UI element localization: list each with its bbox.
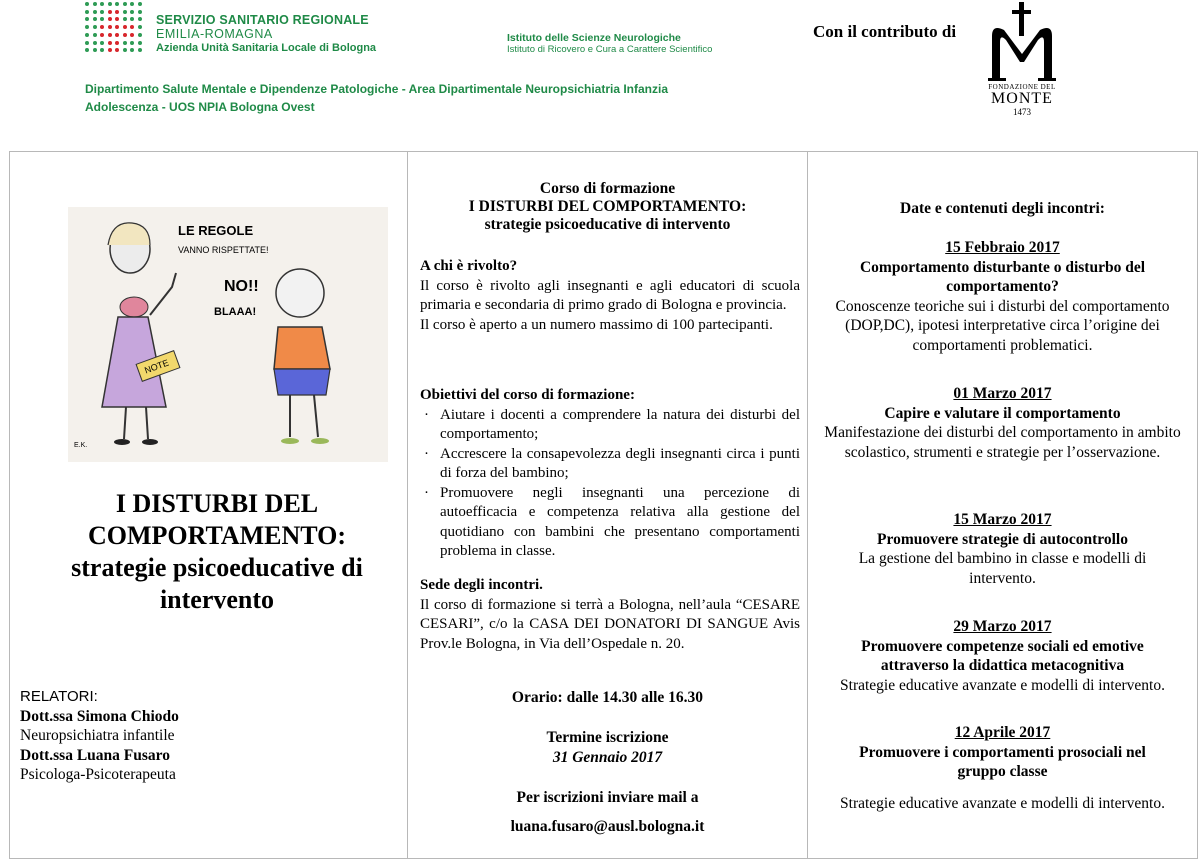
- logo-dot: [93, 17, 97, 21]
- logo-dot: [85, 25, 89, 29]
- logo-dot: [130, 2, 134, 6]
- logo-dot: [138, 48, 142, 52]
- schedule-text: Orario: dalle 14.30 alle 16.30: [511, 689, 704, 706]
- course-heading-line: Corso di formazione: [539, 180, 676, 197]
- child-speech-2: BLAAA!: [214, 306, 257, 318]
- logo-dot: [130, 10, 134, 14]
- course-heading-line: strategie psicoeducative di intervento: [484, 216, 731, 233]
- page-header: [0, 0, 1200, 150]
- logo-dot: [85, 10, 89, 14]
- event-date: 12 Aprile 2017: [954, 724, 1051, 741]
- logo-dot: [85, 2, 89, 6]
- deadline-section: [408, 728, 807, 767]
- event-date: 01 Marzo 2017: [953, 385, 1052, 402]
- course-heading-line: I DISTURBI DEL COMPORTAMENTO:: [468, 198, 747, 215]
- logo-dot: [93, 25, 97, 29]
- logo-dot: [100, 17, 104, 21]
- logo-dot: [138, 2, 142, 6]
- audience-section: [420, 257, 800, 335]
- ssr-line1: SERVIZIO SANITARIO REGIONALE: [156, 13, 369, 27]
- logo-dot: [130, 41, 134, 45]
- title-line: strategie psicoeducative di: [71, 553, 363, 582]
- logo-dot: [115, 25, 119, 29]
- venue-text: Il corso di formazione si terrà a Bologna, nell’aula “CESARE CESARI”, c/o la CASA DEI DONATORI DI SANGUE Avis Prov.le Bologna, in Via dell’Ospedale n. 20.: [420, 596, 800, 652]
- left-column: [10, 152, 407, 858]
- logo-dot: [123, 2, 127, 6]
- logo-dot: [108, 33, 112, 37]
- logo-dot: [85, 48, 89, 52]
- monte-name-text: MONTE: [991, 90, 1053, 107]
- logo-dot: [93, 10, 97, 14]
- logo-dot: [85, 33, 89, 37]
- course-heading: [408, 180, 807, 234]
- logo-dot: [130, 33, 134, 37]
- logo-dot: [123, 10, 127, 14]
- objective-text: Promuovere negli insegnanti una percezione di autoefficacia e competenza relativa alla gestione del quotidiano con bambini che presentano comportamenti problema in classe.: [440, 484, 800, 559]
- logo-dot: [93, 48, 97, 52]
- objectives-title: Obiettivi del corso di formazione:: [420, 387, 635, 403]
- event-title: Promuovere competenze sociali ed emotive attraverso la didattica metacognitiva: [861, 637, 1144, 674]
- logo-dot: [100, 48, 104, 52]
- logo-dot: [108, 10, 112, 14]
- speaker-name: Dott.ssa Simona Chiodo: [20, 707, 179, 725]
- illustration-signature: E.K.: [74, 442, 88, 449]
- logo-dot: [138, 25, 142, 29]
- isn-logo-text: [507, 32, 712, 56]
- deadline-title: Termine iscrizione: [546, 729, 669, 746]
- audience-text: Il corso è rivolto agli insegnanti e agli educatori di scuola primaria e secondaria di primo grado di Bologna e provincia.: [420, 277, 800, 313]
- event-item: [808, 384, 1197, 462]
- event-desc: Conoscenze teoriche sui i disturbi del comportamento (DOP,DC), ipotesi interpretative circa l’origine dei comportamenti problematici.: [835, 297, 1170, 354]
- logo-dot: [100, 25, 104, 29]
- monte-emblem-icon: [986, 0, 1058, 82]
- registration-email[interactable]: luana.fusaro@ausl.bologna.it: [510, 818, 705, 835]
- department-text: [85, 80, 668, 116]
- logo-dot: [130, 25, 134, 29]
- logo-dot: [123, 41, 127, 45]
- speaker-role: Psicologa-Psicoterapeuta: [20, 766, 176, 783]
- logo-dot: [130, 17, 134, 21]
- schedule-heading: Date e contenuti degli incontri:: [900, 200, 1105, 217]
- logo-dot: [115, 2, 119, 6]
- isn-line1: Istituto delle Scienze Neurologiche: [507, 32, 681, 44]
- fondazione-monte-logo: [982, 0, 1062, 125]
- teacher-speech-1: LE REGOLE: [178, 223, 254, 238]
- course-title: [32, 488, 402, 616]
- logo-dot: [115, 48, 119, 52]
- logo-dot: [123, 25, 127, 29]
- capacity-text: Il corso è aperto a un numero massimo di 100 partecipanti.: [420, 316, 773, 333]
- logo-dot: [138, 33, 142, 37]
- objective-item: [420, 445, 800, 484]
- monte-year-text: 1473: [1013, 107, 1031, 117]
- dept-line1: Dipartimento Salute Mentale e Dipendenze Patologiche - Area Dipartimentale Neuropsichiatria Infanzia: [85, 82, 669, 96]
- venue-title: Sede degli incontri.: [420, 577, 543, 593]
- event-item: [808, 238, 1197, 355]
- flyer-table: [9, 151, 1198, 859]
- logo-dot: [93, 2, 97, 6]
- logo-dot: [123, 17, 127, 21]
- logo-dot: [108, 2, 112, 6]
- event-desc: La gestione del bambino in classe e modelli di intervento.: [858, 550, 1147, 587]
- ausl-logo-text: [156, 13, 376, 55]
- logo-dot: [100, 41, 104, 45]
- teacher-child-illustration: [68, 207, 388, 462]
- logo-dot: [108, 48, 112, 52]
- title-line: I DISTURBI DEL: [115, 489, 319, 518]
- logo-dot: [100, 10, 104, 14]
- child-speech-1: NO!!: [224, 278, 259, 295]
- event-title: Comportamento disturbante o disturbo del comportamento?: [859, 258, 1146, 295]
- logo-dot: [108, 41, 112, 45]
- logo-dot: [138, 41, 142, 45]
- event-date: 15 Febbraio 2017: [945, 239, 1060, 256]
- isn-line2: Istituto di Ricovero e Cura a Carattere Scientifico: [507, 44, 713, 55]
- event-desc: Strategie educative avanzate e modelli di intervento.: [840, 676, 1165, 694]
- logo-dot: [93, 33, 97, 37]
- deadline-date: 31 Gennaio 2017: [552, 748, 663, 766]
- logo-dot: [123, 48, 127, 52]
- objective-text: Accrescere la consapevolezza degli insegnanti circa i punti di forza del bambino;: [440, 445, 800, 481]
- ssr-line3: Azienda Unità Sanitaria Locale di Bologna: [156, 42, 377, 54]
- bullet-icon: ·: [424, 484, 429, 501]
- logo-dot: [115, 10, 119, 14]
- teacher-speech-2: VANNO RISPETTATE!: [178, 245, 269, 255]
- objective-text: Aiutare i docenti a comprendere la natura dei disturbi del comportamento;: [440, 406, 800, 442]
- logo-dot: [108, 17, 112, 21]
- logo-dot: [100, 2, 104, 6]
- logo-dot: [85, 17, 89, 21]
- event-date: 29 Marzo 2017: [953, 618, 1052, 635]
- logo-dot: [130, 48, 134, 52]
- event-item: [808, 723, 1197, 813]
- logo-dot: [85, 41, 89, 45]
- logo-dot: [100, 33, 104, 37]
- registration-title: Per iscrizioni inviare mail a: [516, 789, 699, 806]
- event-title: Promuovere strategie di autocontrollo: [877, 530, 1128, 548]
- event-date: 15 Marzo 2017: [953, 511, 1052, 528]
- event-desc: Manifestazione dei disturbi del comportamento in ambito scolastico, strumenti e strategie per l’osservazione.: [824, 424, 1181, 461]
- registration-section: [408, 788, 807, 808]
- event-title: Capire e valutare il comportamento: [884, 404, 1121, 422]
- logo-dot: [93, 41, 97, 45]
- objective-item: [420, 484, 800, 562]
- ssr-line2: EMILIA-ROMAGNA: [156, 27, 273, 41]
- logo-dot: [138, 17, 142, 21]
- event-item: [808, 510, 1197, 588]
- logo-dot: [108, 25, 112, 29]
- objectives-section: [420, 386, 800, 562]
- schedule-line: [408, 688, 807, 708]
- contribution-label: Con il contributo di: [813, 22, 957, 41]
- logo-dot: [123, 33, 127, 37]
- objective-item: [420, 406, 800, 445]
- event-desc: Strategie educative avanzate e modelli di intervento.: [840, 794, 1165, 812]
- note-label: NOTE: [143, 357, 171, 376]
- speaker-role: Neuropsichiatra infantile: [20, 727, 175, 744]
- title-line: COMPORTAMENTO:: [87, 521, 347, 550]
- logo-dot: [138, 10, 142, 14]
- speakers-section: [20, 687, 179, 785]
- event-item: [808, 617, 1197, 695]
- title-line: intervento: [159, 585, 275, 614]
- ausl-dots-logo: [85, 2, 143, 54]
- right-column: [808, 152, 1197, 858]
- registration-email-row: [408, 817, 807, 837]
- speaker-name: Dott.ssa Luana Fusaro: [20, 746, 171, 764]
- logo-dot: [115, 17, 119, 21]
- audience-title: A chi è rivolto?: [420, 258, 518, 274]
- bullet-icon: ·: [424, 406, 429, 423]
- speakers-label: RELATORI:: [20, 688, 98, 705]
- monte-fondazione-text: FONDAZIONE DEL: [988, 83, 1056, 91]
- logo-dot: [115, 41, 119, 45]
- event-title: Promuovere i comportamenti prosociali nel gruppo classe: [859, 743, 1146, 780]
- bullet-icon: ·: [424, 445, 429, 462]
- dept-line2: Adolescenza - UOS NPIA Bologna Ovest: [85, 100, 315, 114]
- logo-dot: [115, 33, 119, 37]
- middle-column: [408, 152, 807, 858]
- venue-section: [420, 576, 800, 654]
